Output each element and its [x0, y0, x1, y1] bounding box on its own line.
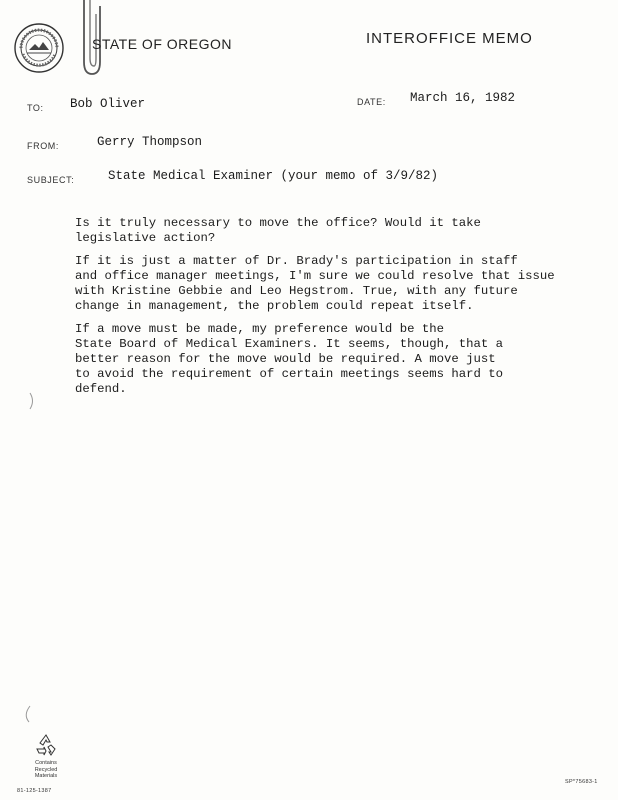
- body-paragraph-2: [75, 254, 595, 314]
- body-line: If a move must be made, my preference would be the: [75, 322, 444, 336]
- to-label: TO:: [27, 103, 44, 113]
- body-line: defend.: [75, 382, 127, 396]
- date-label: DATE:: [357, 97, 386, 107]
- body-line: State Board of Medical Examiners. It seems, though, that a: [75, 337, 504, 351]
- body-line: and office manager meetings, I'm sure we could resolve that issue: [75, 269, 555, 283]
- to-value: Bob Oliver: [70, 97, 146, 111]
- subject-label: SUBJECT:: [27, 175, 75, 185]
- body-paragraph-3: [75, 322, 595, 397]
- date-value: March 16, 1982: [410, 91, 516, 105]
- recycle-line: Contains: [35, 760, 57, 766]
- agency-name: STATE OF OREGON: [92, 36, 232, 52]
- recycle-notice: [22, 760, 70, 780]
- recycle-icon: [34, 733, 58, 757]
- body-line: If it is just a matter of Dr. Brady's participation in staff: [75, 254, 518, 268]
- body-line: legislative action?: [75, 231, 216, 245]
- body-line: to avoid the requirement of certain meetings seems hard to: [75, 367, 504, 381]
- body-line: change in management, the problem could repeat itself.: [75, 299, 474, 313]
- from-value: Gerry Thompson: [97, 135, 203, 149]
- body-line: with Kristine Gebbie and Leo Hegstrom. True, with any future: [75, 284, 518, 298]
- body-paragraph-1: [75, 216, 595, 246]
- punch-hole-mark: [22, 705, 34, 723]
- subject-value: State Medical Examiner (your memo of 3/9/82): [108, 169, 439, 183]
- state-seal-icon: [13, 22, 65, 74]
- body-line: Is it truly necessary to move the office? Would it take: [75, 216, 481, 230]
- recycle-line: Recycled: [34, 766, 58, 773]
- from-label: FROM:: [27, 141, 59, 151]
- body-line: better reason for the move would be required. A move just: [75, 352, 496, 366]
- recycle-line: Materials: [34, 773, 58, 779]
- memo-title: INTEROFFICE MEMO: [366, 30, 533, 47]
- punch-hole-mark: [28, 392, 36, 410]
- form-number-right: SP*75683-1: [565, 779, 598, 785]
- form-number-left: 81-125-1387: [17, 788, 52, 794]
